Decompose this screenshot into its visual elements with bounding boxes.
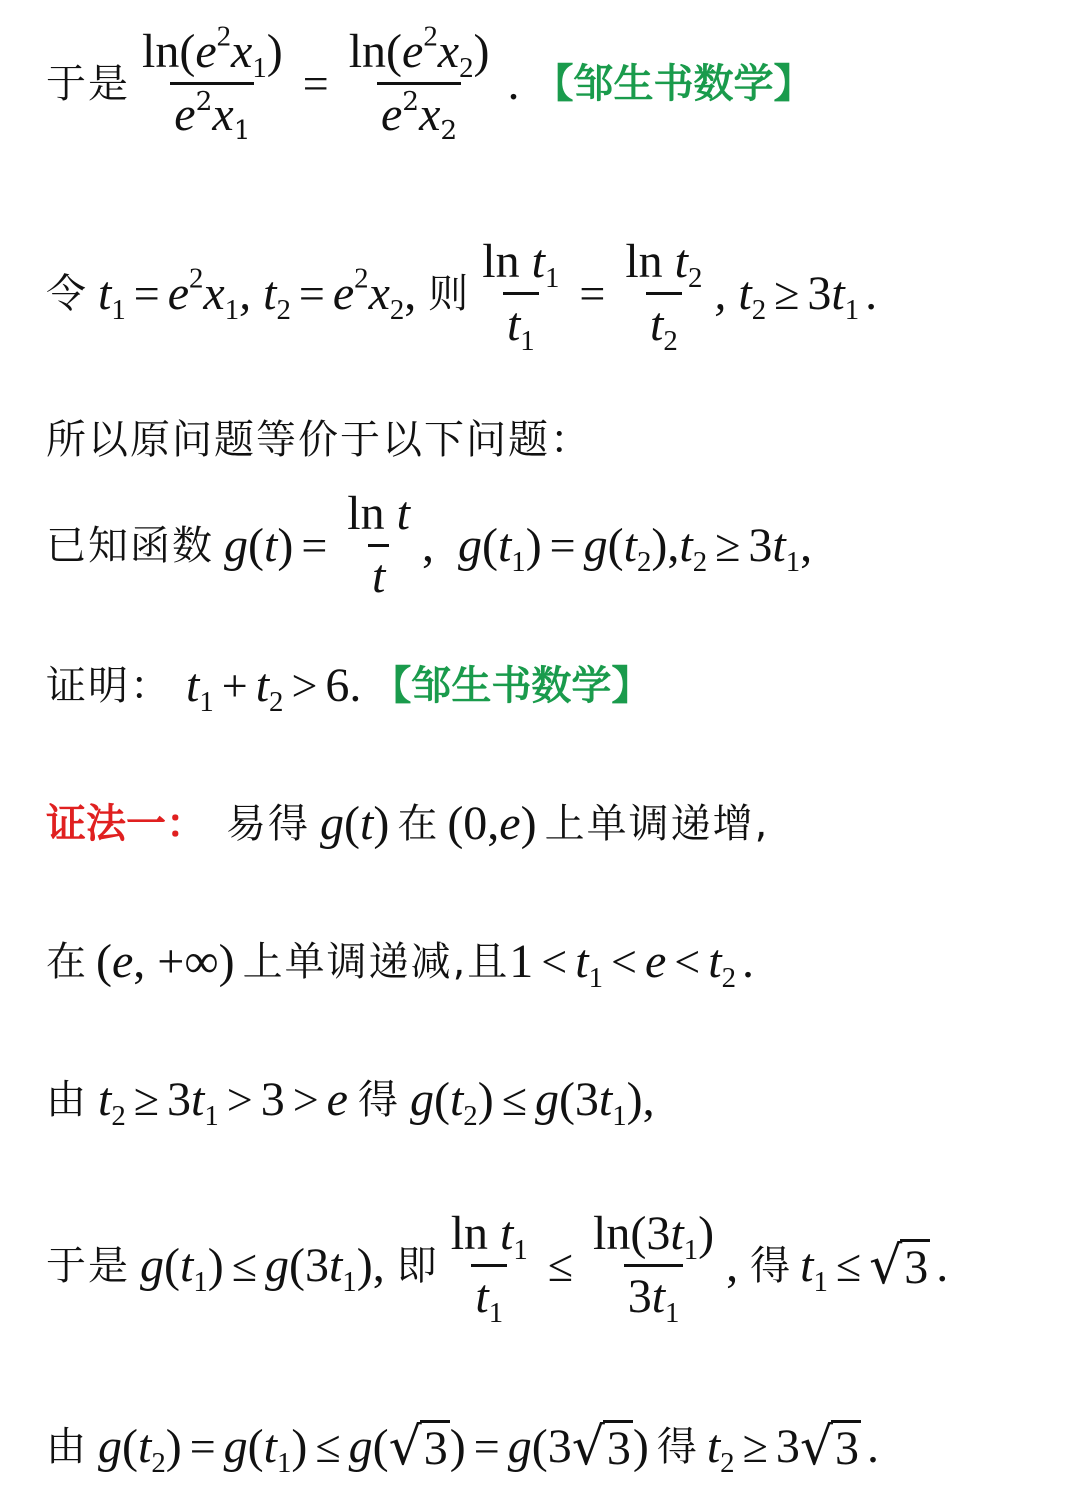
line-9: 于是 g ( $t_1$ ) ≤ g (3 $t_1$ ), 即 $\frac{\ln t_1}{t_1}$ ≤ $\frac{\ln(3t_1)}{3t_1}$ , 得 $t_1$ ≤ √ 3 . (46, 1207, 949, 1330)
proof-method-label: 证法一： (46, 801, 206, 847)
text-ling: 令 (46, 270, 88, 317)
watermark-tag-2: 【邹生书数学】 (371, 663, 652, 709)
sqrt-3: √ 3 (869, 1236, 929, 1296)
fraction-ln-3t1: $\frac{\ln(3t_1)}{3t_1}$ (593, 1207, 715, 1330)
fraction-ln-t1: $\frac{\ln t_1}{t_1}$ (482, 235, 560, 358)
fraction-ln-e2x1: $\frac{\ln(e^2x_1)}{e^2x_1}$ (142, 20, 283, 147)
fraction-ln-t: $\frac{\text{ln t}}{t}$ (347, 487, 410, 603)
line-2: 令 $t_1$ = $e^2x_1$, $t_2$ = $e^2x_2$ , 则 $\frac{\ln t_1}{t_1}$ = $\frac{\ln t_2}{t_2}$ , $t_2$ ≥ 3 $t_1$ . (46, 235, 878, 358)
text-prove: 证明： (46, 663, 172, 709)
line-4: 已知函数 g ( t ) = $\frac{\text{ln t}}{t}$ , g ( $t_1$ ) = g ( $t_2$ ), $t_2$ ≥ 3 $t_1$ , (46, 487, 813, 603)
line-1: 于是 $\frac{\ln(e^2x_1)}{e^2x_1}$ = $\frac{\ln(e^2x_2)}{e^2x_2}$ . 【邹生书数学】 (46, 20, 814, 147)
text-known-function: 已知函数 (46, 522, 214, 569)
line-7: 在 ( e , +∞) 上单调递减,且 1 < $t_1$ < e < $t_2$ . (46, 935, 754, 995)
line-8: 由 $t_2$ ≥ 3 $t_1$ > 3 > e 得 g ( $t_2$ ) ≤ g (3 $t_1$ ), (46, 1073, 655, 1133)
line-10: 由 g ( $t_2$ ) = g ( $t_1$ ) ≤ g ( √ 3 ) = g (3 √ 3 ) 得 $t_2$ ≥ 3 √ 3 . (46, 1417, 879, 1479)
line-6: 证法一： 易得 g ( t ) 在 (0, e ) 上单调递增, (46, 797, 770, 850)
watermark-tag: 【邹生书数学】 (533, 60, 814, 107)
text-ze: 则 (428, 270, 471, 317)
line-5: 证明： $t_1$ + $t_2$ > 6. 【邹生书数学】 (46, 659, 652, 719)
text-yushi: 于是 (46, 60, 130, 107)
text-equivalent: 所以原问题等价于以下问题： (46, 417, 592, 463)
fraction-ln-t2: $\frac{\ln t_2}{t_2}$ (625, 235, 703, 358)
fraction-ln-t1-b: $\frac{\ln t_1}{t_1}$ (450, 1207, 528, 1330)
fraction-ln-e2x2: $\frac{\ln(e^2x_2)}{e^2x_2}$ (348, 20, 490, 147)
line-3 (46, 417, 592, 463)
